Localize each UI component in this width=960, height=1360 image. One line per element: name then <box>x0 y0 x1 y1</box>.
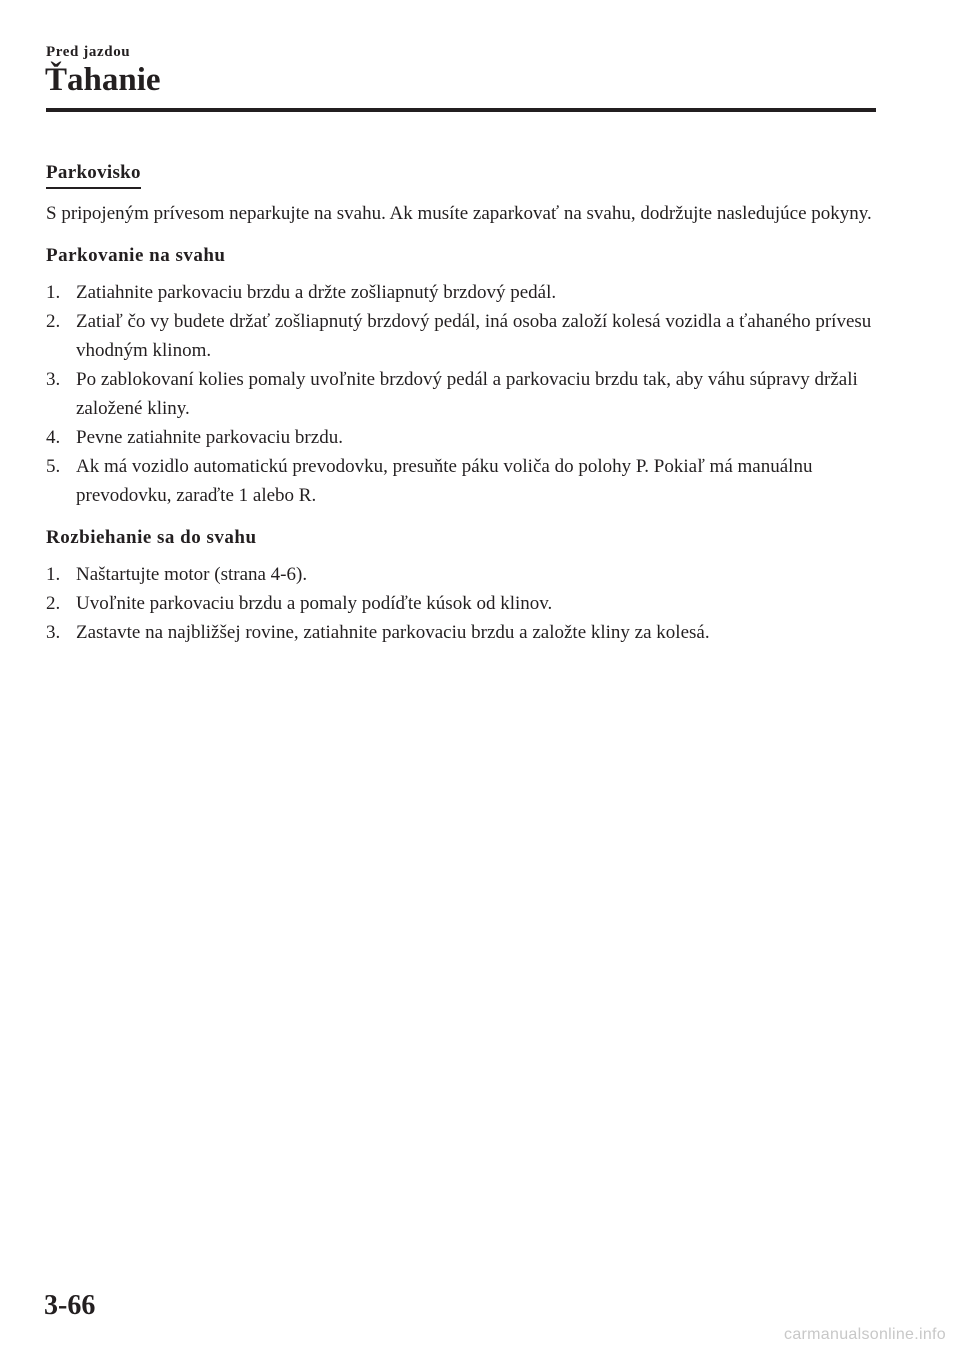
intro-paragraph: S pripojeným prívesom neparkujte na svahu. Ak musíte zaparkovať na svahu, dodržujte nasledujúce pokyny. <box>46 203 872 224</box>
running-head: Pred jazdou <box>46 44 131 60</box>
watermark: carmanualsonline.info <box>784 1326 946 1343</box>
step-number: 3. <box>46 369 61 390</box>
list-item <box>46 278 876 307</box>
step-number: 2. <box>46 593 61 614</box>
slope-steps-list <box>46 278 876 510</box>
list-item <box>46 618 876 647</box>
step-number: 3. <box>46 622 61 643</box>
content <box>46 160 876 647</box>
step-number: 4. <box>46 427 61 448</box>
step-text: Ak má vozidlo automatickú prevodovku, presuňte páku voliča do polohy P. Pokiaľ má manuálnu prevodovku, zaraďte 1 alebo R. <box>76 456 813 506</box>
subheading-starting-uphill: Rozbiehanie sa do svahu <box>46 527 257 548</box>
step-text: Zatiahnite parkovaciu brzdu a držte zošliapnutý brzdový pedál. <box>76 282 557 303</box>
step-text: Pevne zatiahnite parkovaciu brzdu. <box>76 427 343 448</box>
step-text: Naštartujte motor (strana 4-6). <box>76 564 308 585</box>
list-item <box>46 452 876 510</box>
subheading-slope-parking: Parkovanie na svahu <box>46 245 226 266</box>
start-steps-list <box>46 560 876 647</box>
list-item <box>46 589 876 618</box>
list-item <box>46 560 876 589</box>
step-number: 5. <box>46 456 61 477</box>
title-rule <box>46 108 876 112</box>
step-number: 1. <box>46 564 61 585</box>
section-heading-parking: Parkovisko <box>46 160 141 189</box>
page-number: 3-66 <box>44 1290 96 1321</box>
step-text: Zatiaľ čo vy budete držať zošliapnutý brzdový pedál, iná osoba založí kolesá vozidla a ťahaného prívesu vhodným klinom. <box>76 311 872 361</box>
step-text: Zastavte na najbližšej rovine, zatiahnite parkovaciu brzdu a založte kliny za kolesá. <box>76 622 710 643</box>
step-number: 2. <box>46 311 61 332</box>
step-number: 1. <box>46 282 61 303</box>
step-text: Po zablokovaní kolies pomaly uvoľnite brzdový pedál a parkovaciu brzdu tak, aby váhu súpravy držali založené kliny. <box>76 369 858 419</box>
list-item <box>46 307 876 365</box>
chapter-title: Ťahanie <box>45 62 161 98</box>
list-item <box>46 423 876 452</box>
step-text: Uvoľnite parkovaciu brzdu a pomaly podíďte kúsok od klinov. <box>76 593 553 614</box>
list-item <box>46 365 876 423</box>
